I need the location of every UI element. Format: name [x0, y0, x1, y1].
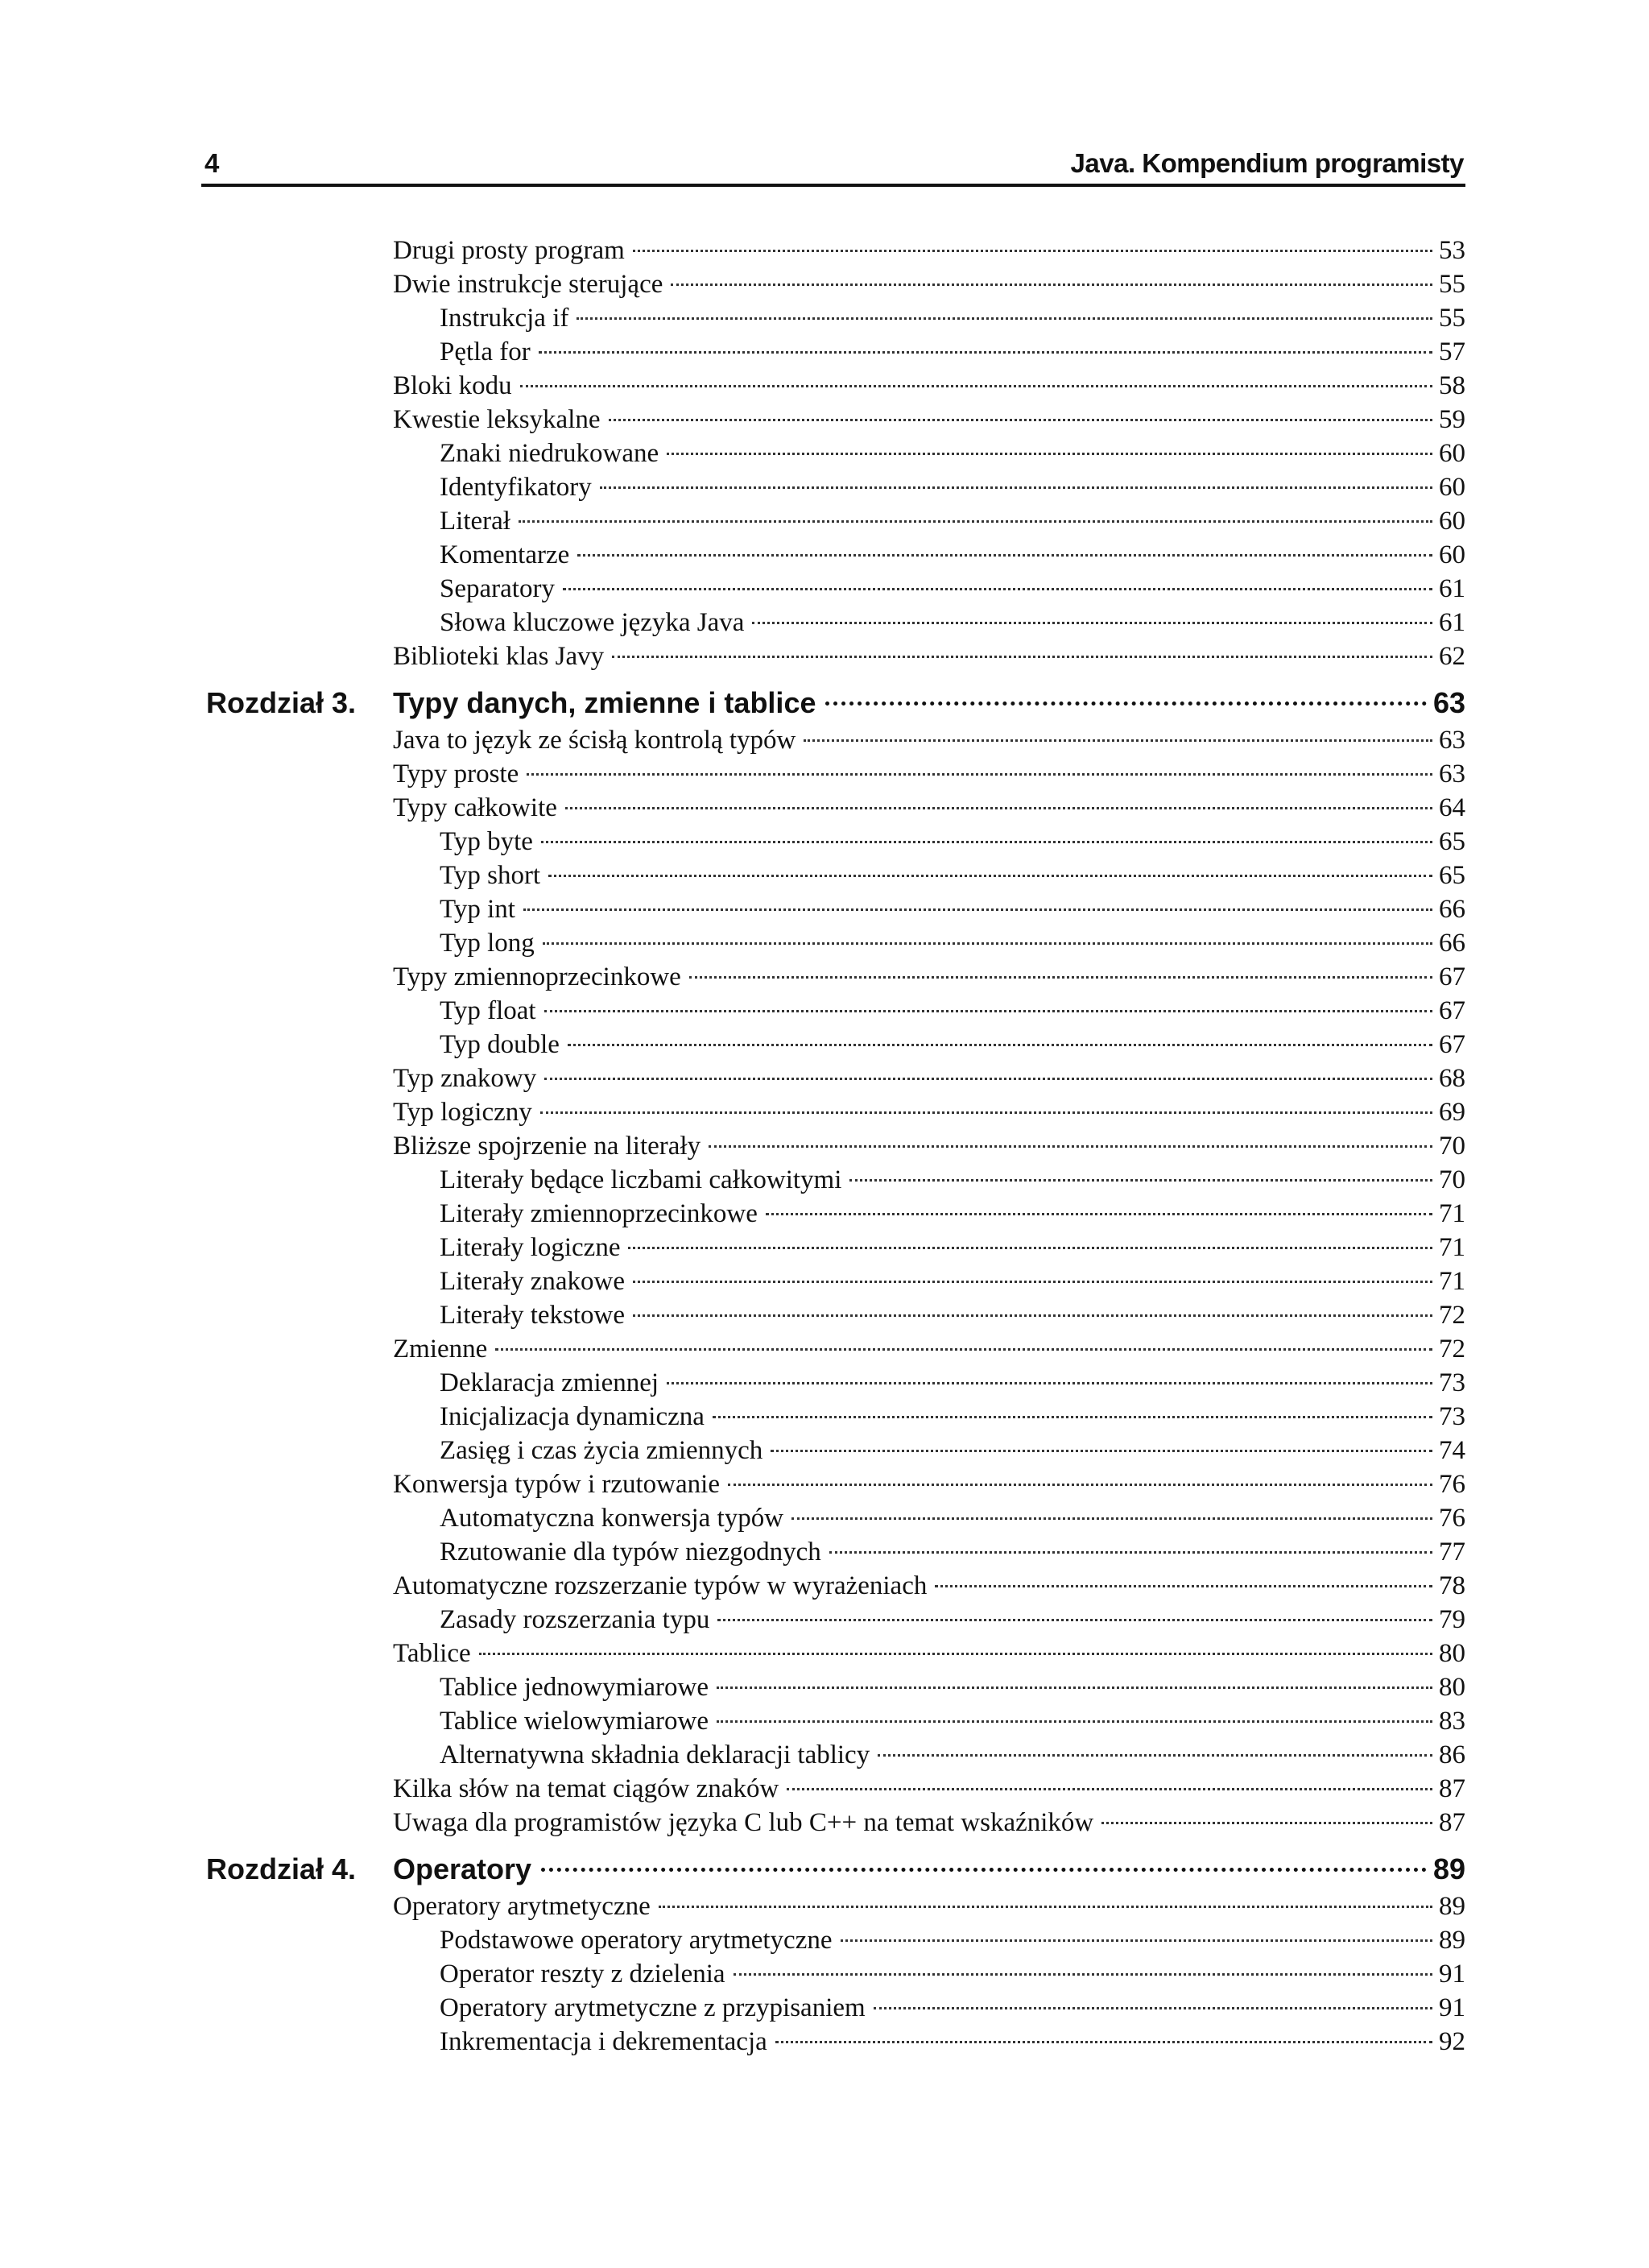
- entry-page-number: 66: [1439, 895, 1465, 924]
- dot-leader: [523, 908, 1432, 911]
- chapter-page-number: 63: [1432, 686, 1465, 719]
- entry-title: Tablice wielowymiarowe: [440, 1704, 717, 1738]
- dot-leader: [548, 875, 1432, 877]
- entry-page-number: 92: [1439, 2027, 1465, 2056]
- toc-subentry: [440, 1738, 1465, 1772]
- chapter-heading: [201, 1851, 1465, 1888]
- dot-leader: [849, 1179, 1432, 1182]
- entry-title: Inkrementacja i dekrementacja: [440, 2025, 775, 2059]
- toc-subentry: [440, 504, 1465, 538]
- toc-subentry: [440, 1501, 1465, 1535]
- toc-subentry: [440, 1434, 1465, 1467]
- entry-page-number: 87: [1439, 1774, 1465, 1803]
- entry-page-number: 59: [1439, 405, 1465, 434]
- dot-leader: [791, 1517, 1432, 1520]
- entry-title: Typ logiczny: [393, 1095, 540, 1129]
- dot-leader: [1101, 1822, 1432, 1824]
- chapter-label: Rozdział 4.: [206, 1852, 357, 1885]
- toc-subentry: [440, 335, 1465, 369]
- dot-leader: [734, 1973, 1432, 1976]
- dot-leader: [520, 385, 1432, 387]
- entry-title: Typy całkowite: [393, 791, 565, 825]
- entry-page-number: 91: [1439, 1993, 1465, 2022]
- dot-leader: [717, 1720, 1432, 1723]
- entry-page-number: 65: [1439, 861, 1465, 890]
- dot-leader: [825, 702, 1426, 706]
- dot-leader: [495, 1348, 1432, 1351]
- entry-page-number: 66: [1439, 929, 1465, 958]
- entry-title: Podstawowe operatory arytmetyczne: [440, 1923, 841, 1957]
- entry-page-number: 71: [1439, 1233, 1465, 1262]
- entry-page-number: 77: [1439, 1538, 1465, 1566]
- entry-page-number: 55: [1439, 304, 1465, 333]
- dot-leader: [804, 739, 1432, 742]
- toc-subentry: [440, 1264, 1465, 1298]
- dot-leader: [479, 1653, 1432, 1655]
- dot-leader: [667, 1382, 1432, 1384]
- entry-title: Kilka słów na temat ciągów znaków: [393, 1772, 787, 1806]
- toc-subentry: [440, 926, 1465, 960]
- toc-subentry: [440, 1923, 1465, 1957]
- page-number: 4: [205, 148, 219, 178]
- entry-page-number: 63: [1439, 759, 1465, 788]
- entry-title: Operatory arytmetyczne: [393, 1889, 659, 1923]
- entry-title: Konwersja typów i rzutowanie: [393, 1467, 728, 1501]
- toc-entry: [393, 960, 1465, 994]
- entry-page-number: 58: [1439, 371, 1465, 400]
- toc-subentry: [440, 1231, 1465, 1264]
- dot-leader: [544, 1010, 1432, 1012]
- entry-page-number: 61: [1439, 574, 1465, 603]
- entry-page-number: 86: [1439, 1740, 1465, 1769]
- dot-leader: [787, 1788, 1432, 1790]
- entry-page-number: 53: [1439, 236, 1465, 265]
- entry-title: Operator reszty z dzielenia: [440, 1957, 734, 1991]
- toc-subentry: [440, 1298, 1465, 1332]
- toc-subentry: [440, 301, 1465, 335]
- toc-subentry: [440, 606, 1465, 639]
- dot-leader: [600, 486, 1432, 489]
- entry-page-number: 65: [1439, 827, 1465, 856]
- toc-subentry: [440, 1163, 1465, 1197]
- entry-page-number: 91: [1439, 1960, 1465, 1989]
- toc-subentry: [440, 994, 1465, 1028]
- entry-page-number: 80: [1439, 1673, 1465, 1702]
- toc-entry: [393, 1806, 1465, 1840]
- chapter-line: [393, 685, 1465, 722]
- dot-leader: [628, 1247, 1432, 1249]
- entry-page-number: 62: [1439, 642, 1465, 671]
- toc-subentry: [440, 437, 1465, 470]
- dot-leader: [568, 1044, 1432, 1046]
- dot-leader: [577, 554, 1432, 557]
- toc-subentry: [440, 1535, 1465, 1569]
- entry-page-number: 71: [1439, 1199, 1465, 1228]
- dot-leader: [717, 1687, 1432, 1689]
- entry-page-number: 76: [1439, 1470, 1465, 1499]
- entry-title: Literały logiczne: [440, 1231, 628, 1264]
- entry-title: Pętla for: [440, 335, 539, 369]
- toc-subentry: [440, 825, 1465, 859]
- toc-subentry: [440, 1400, 1465, 1434]
- toc-entry: [393, 369, 1465, 403]
- dot-leader: [874, 2007, 1432, 2009]
- entry-title: Komentarze: [440, 538, 577, 572]
- toc-entry: [393, 1889, 1465, 1923]
- toc-entry: [393, 1637, 1465, 1670]
- entry-title: Java to język ze ścisłą kontrolą typów: [393, 723, 804, 757]
- entry-title: Kwestie leksykalne: [393, 403, 609, 437]
- dot-leader: [633, 1281, 1432, 1283]
- entry-title: Biblioteki klas Javy: [393, 639, 612, 673]
- dot-leader: [766, 1213, 1432, 1215]
- dot-leader: [539, 351, 1432, 354]
- entry-title: Zasady rozszerzania typu: [440, 1603, 717, 1637]
- entry-title: Uwaga dla programistów języka C lub C++ na temat wskaźników: [393, 1806, 1101, 1840]
- entry-title: Słowa kluczowe języka Java: [440, 606, 752, 639]
- entry-title: Typ int: [440, 892, 523, 926]
- dot-leader: [543, 942, 1432, 945]
- chapter-line: [393, 1851, 1465, 1888]
- toc-entry: [393, 234, 1465, 267]
- entry-title: Separatory: [440, 572, 563, 606]
- entry-title: Typ short: [440, 859, 548, 892]
- dot-leader: [829, 1551, 1432, 1554]
- entry-page-number: 61: [1439, 608, 1465, 637]
- dot-leader: [577, 317, 1432, 320]
- entry-page-number: 67: [1439, 996, 1465, 1025]
- entry-title: Automatyczna konwersja typów: [440, 1501, 791, 1535]
- entry-title: Typ long: [440, 926, 543, 960]
- entry-title: Literały tekstowe: [440, 1298, 633, 1332]
- toc-entry: [393, 757, 1465, 791]
- dot-leader: [775, 2041, 1432, 2043]
- toc-entry: [393, 1467, 1465, 1501]
- dot-leader: [519, 520, 1432, 523]
- toc-subentry: [440, 538, 1465, 572]
- entry-page-number: 70: [1439, 1132, 1465, 1161]
- entry-title: Bloki kodu: [393, 369, 520, 403]
- toc-subentry: [440, 859, 1465, 892]
- page-header: [201, 135, 1465, 187]
- toc-entry: [393, 1772, 1465, 1806]
- toc-subentry: [440, 1603, 1465, 1637]
- entry-title: Typy proste: [393, 757, 527, 791]
- entry-page-number: 71: [1439, 1267, 1465, 1296]
- entry-title: Zasięg i czas życia zmiennych: [440, 1434, 771, 1467]
- entry-page-number: 73: [1439, 1368, 1465, 1397]
- toc-entry: [393, 639, 1465, 673]
- dot-leader: [544, 1078, 1432, 1080]
- toc-subentry: [440, 1197, 1465, 1231]
- toc-entry: [393, 1569, 1465, 1603]
- dot-leader: [541, 841, 1432, 843]
- toc-entry: [393, 1332, 1465, 1366]
- entry-page-number: 57: [1439, 337, 1465, 366]
- dot-leader: [667, 453, 1432, 455]
- entry-page-number: 60: [1439, 507, 1465, 536]
- entry-title: Literały znakowe: [440, 1264, 633, 1298]
- entry-title: Dwie instrukcje sterujące: [393, 267, 671, 301]
- entry-page-number: 79: [1439, 1605, 1465, 1634]
- dot-leader: [671, 284, 1432, 286]
- toc-entry: [393, 267, 1465, 301]
- chapter-title: Typy danych, zmienne i tablice: [393, 686, 816, 719]
- dot-leader: [935, 1585, 1432, 1587]
- entry-page-number: 89: [1439, 1926, 1465, 1955]
- dot-leader: [878, 1754, 1432, 1757]
- dot-leader: [713, 1416, 1432, 1418]
- toc-entry: [393, 403, 1465, 437]
- entry-page-number: 55: [1439, 270, 1465, 299]
- running-title: Java. Kompendium programisty: [1070, 148, 1464, 178]
- chapter-page-number: 89: [1432, 1852, 1465, 1885]
- entry-title: Tablice: [393, 1637, 479, 1670]
- entry-title: Tablice jednowymiarowe: [440, 1670, 717, 1704]
- toc-entry: [393, 723, 1465, 757]
- chapter-title: Operatory: [393, 1852, 532, 1885]
- entry-title: Literały zmiennoprzecinkowe: [440, 1197, 766, 1231]
- entry-page-number: 63: [1439, 726, 1465, 755]
- entry-page-number: 64: [1439, 793, 1465, 822]
- entry-title: Drugi prosty program: [393, 234, 633, 267]
- entry-page-number: 76: [1439, 1504, 1465, 1533]
- entry-page-number: 67: [1439, 962, 1465, 991]
- dot-leader: [609, 419, 1432, 421]
- entry-page-number: 74: [1439, 1436, 1465, 1465]
- entry-page-number: 68: [1439, 1064, 1465, 1093]
- entry-title: Typ float: [440, 994, 544, 1028]
- entry-page-number: 67: [1439, 1030, 1465, 1059]
- toc-subentry: [440, 1028, 1465, 1062]
- entry-page-number: 87: [1439, 1808, 1465, 1837]
- toc-subentry: [440, 2025, 1465, 2059]
- entry-page-number: 60: [1439, 473, 1465, 502]
- dot-leader: [540, 1111, 1432, 1114]
- dot-leader: [612, 656, 1432, 658]
- entry-page-number: 89: [1439, 1892, 1465, 1921]
- entry-title: Znaki niedrukowane: [440, 437, 667, 470]
- entry-title: Literał: [440, 504, 519, 538]
- toc-entry: [393, 791, 1465, 825]
- dot-leader: [771, 1450, 1432, 1452]
- dot-leader: [541, 1868, 1427, 1872]
- entry-title: Typ double: [440, 1028, 568, 1062]
- dot-leader: [689, 976, 1432, 979]
- dot-leader: [841, 1939, 1433, 1942]
- entry-page-number: 80: [1439, 1639, 1465, 1668]
- entry-page-number: 73: [1439, 1402, 1465, 1431]
- entry-title: Rzutowanie dla typów niezgodnych: [440, 1535, 829, 1569]
- dot-leader: [717, 1619, 1432, 1621]
- entry-title: Alternatywna składnia deklaracji tablicy: [440, 1738, 878, 1772]
- toc-subentry: [440, 1704, 1465, 1738]
- toc-subentry: [440, 1366, 1465, 1400]
- toc-entry: [393, 1129, 1465, 1163]
- dot-leader: [563, 588, 1432, 590]
- entry-title: Identyfikatory: [440, 470, 600, 504]
- entry-title: Typ byte: [440, 825, 541, 859]
- entry-page-number: 72: [1439, 1335, 1465, 1364]
- dot-leader: [527, 773, 1432, 776]
- entry-page-number: 60: [1439, 439, 1465, 468]
- toc-entry: [393, 1095, 1465, 1129]
- entry-page-number: 78: [1439, 1571, 1465, 1600]
- entry-title: Typ znakowy: [393, 1062, 544, 1095]
- entry-title: Automatyczne rozszerzanie typów w wyrażeniach: [393, 1569, 935, 1603]
- entry-title: Bliższe spojrzenie na literały: [393, 1129, 709, 1163]
- toc-entry: [393, 1062, 1465, 1095]
- entry-page-number: 70: [1439, 1165, 1465, 1194]
- toc-subentry: [440, 892, 1465, 926]
- chapter-heading: [201, 685, 1465, 722]
- entry-title: Typy zmiennoprzecinkowe: [393, 960, 689, 994]
- entry-page-number: 72: [1439, 1301, 1465, 1330]
- entry-title: Deklaracja zmiennej: [440, 1366, 667, 1400]
- toc-subentry: [440, 1991, 1465, 2025]
- entry-page-number: 69: [1439, 1098, 1465, 1127]
- dot-leader: [633, 250, 1432, 252]
- dot-leader: [659, 1906, 1432, 1908]
- dot-leader: [752, 622, 1432, 624]
- dot-leader: [709, 1145, 1432, 1148]
- dot-leader: [633, 1314, 1432, 1317]
- dot-leader: [728, 1484, 1432, 1486]
- toc-subentry: [440, 572, 1465, 606]
- entry-title: Instrukcja if: [440, 301, 577, 335]
- entry-title: Zmienne: [393, 1332, 495, 1366]
- toc-subentry: [440, 1957, 1465, 1991]
- toc-subentry: [440, 1670, 1465, 1704]
- toc-subentry: [440, 470, 1465, 504]
- entry-title: Inicjalizacja dynamiczna: [440, 1400, 713, 1434]
- chapter-label: Rozdział 3.: [206, 686, 357, 719]
- entry-title: Operatory arytmetyczne z przypisaniem: [440, 1991, 874, 2025]
- entry-title: Literały będące liczbami całkowitymi: [440, 1163, 849, 1197]
- dot-leader: [565, 807, 1432, 809]
- entry-page-number: 83: [1439, 1707, 1465, 1736]
- entry-page-number: 60: [1439, 540, 1465, 569]
